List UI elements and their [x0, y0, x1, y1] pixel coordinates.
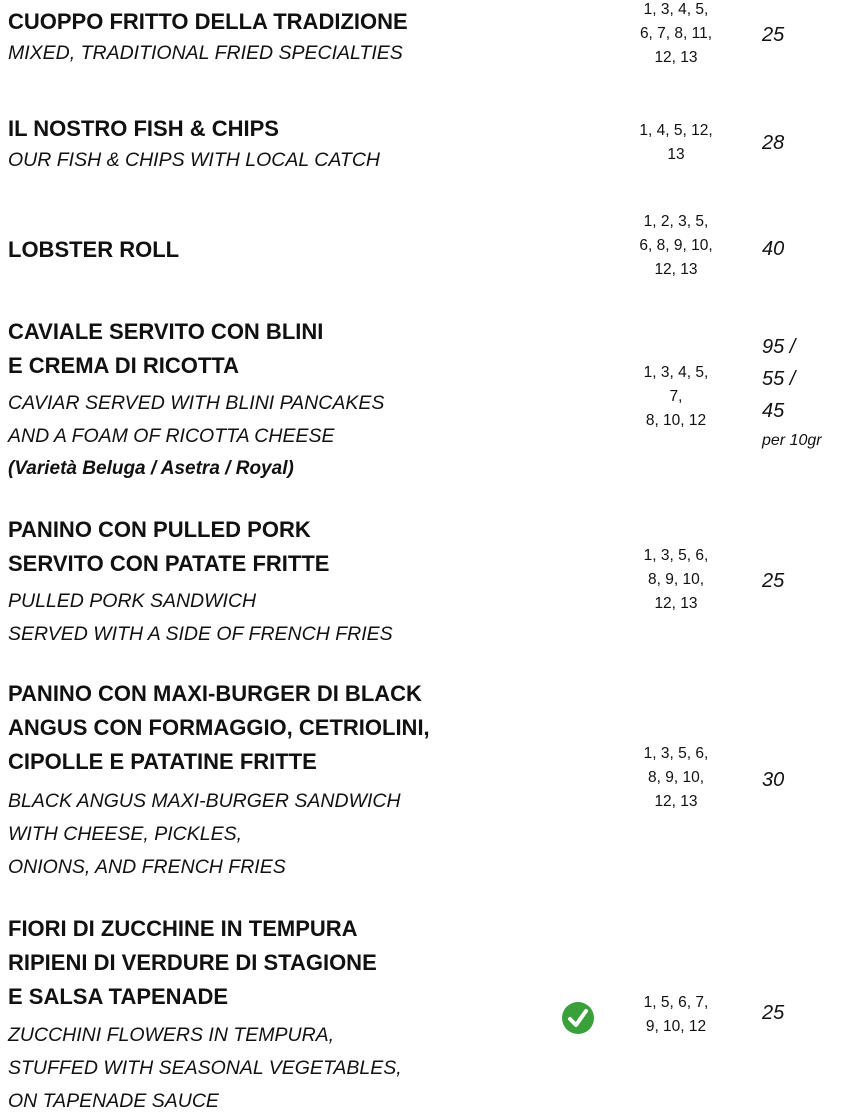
dish-title: CAVIALE SERVITO CON BLINI E CREMA DI RICOTTA	[8, 319, 324, 378]
dish-price-list	[762, 331, 852, 455]
allergen-codes: 1, 3, 5, 6, 8, 9, 10, 12, 13	[643, 745, 709, 810]
dish-subtitle: MIXED, TRADITIONAL FRIED SPECIALTIES	[8, 42, 403, 64]
allergen-codes: 1, 3, 4, 5, 6, 7, 8, 11, 12, 13	[639, 1, 713, 66]
dish-title: PANINO CON PULLED PORK SERVITO CON PATATE FRITTE	[8, 517, 330, 576]
allergen-codes: 1, 4, 5, 12, 13	[639, 122, 713, 163]
dish-price: 40	[762, 238, 785, 260]
dish-subtitle: BLACK ANGUS MAXI-BURGER SANDWICH WITH CHEESE, PICKLES, ONIONS, AND FRENCH FRIES	[8, 790, 401, 878]
dish-subtitle: PULLED PORK SANDWICH SERVED WITH A SIDE OF FRENCH FRIES	[8, 590, 393, 645]
dish-title: LOBSTER ROLL	[8, 237, 180, 262]
dish-title: FIORI DI ZUCCHINE IN TEMPURA RIPIENI DI VERDURE DI STAGIONE E SALSA TAPENADE	[8, 916, 377, 1009]
dish-title: PANINO CON MAXI-BURGER DI BLACK ANGUS CON FORMAGGIO, CETRIOLINI, CIPOLLE E PATATINE FRITTE	[8, 681, 430, 774]
price-unit: per 10gr	[762, 432, 822, 449]
dish-price: 25	[762, 1002, 785, 1024]
price-royal: 45	[762, 400, 785, 422]
vegetarian-check-icon	[561, 1001, 595, 1040]
dish-price: 30	[762, 769, 785, 791]
allergen-codes: 1, 2, 3, 5, 6, 8, 9, 10, 12, 13	[639, 213, 713, 278]
dish-price: 28	[762, 132, 785, 154]
dish-subtitle: CAVIAR SERVED WITH BLINI PANCAKES AND A FOAM OF RICOTTA CHEESE	[8, 392, 385, 447]
allergen-codes: 1, 5, 6, 7, 9, 10, 12	[643, 994, 709, 1035]
price-beluga: 95 /	[762, 336, 796, 358]
allergen-codes: 1, 3, 5, 6, 8, 9, 10, 12, 13	[643, 547, 709, 612]
dish-price: 25	[762, 570, 785, 592]
dish-price: 25	[762, 24, 785, 46]
dish-subtitle: ZUCCHINI FLOWERS IN TEMPURA, STUFFED WITH SEASONAL VEGETABLES, ON TAPENADE SAUCE	[8, 1024, 402, 1112]
allergen-codes: 1, 3, 4, 5, 7, 8, 10, 12	[643, 364, 709, 429]
price-asetra: 55 /	[762, 368, 796, 390]
variety-note: (Varietà Beluga / Asetra / Royal)	[8, 458, 294, 479]
dish-title: CUOPPO FRITTO DELLA TRADIZIONE	[8, 9, 408, 34]
dish-subtitle: OUR FISH & CHIPS WITH LOCAL CATCH	[8, 149, 380, 171]
dish-title: IL NOSTRO FISH & CHIPS	[8, 116, 279, 141]
